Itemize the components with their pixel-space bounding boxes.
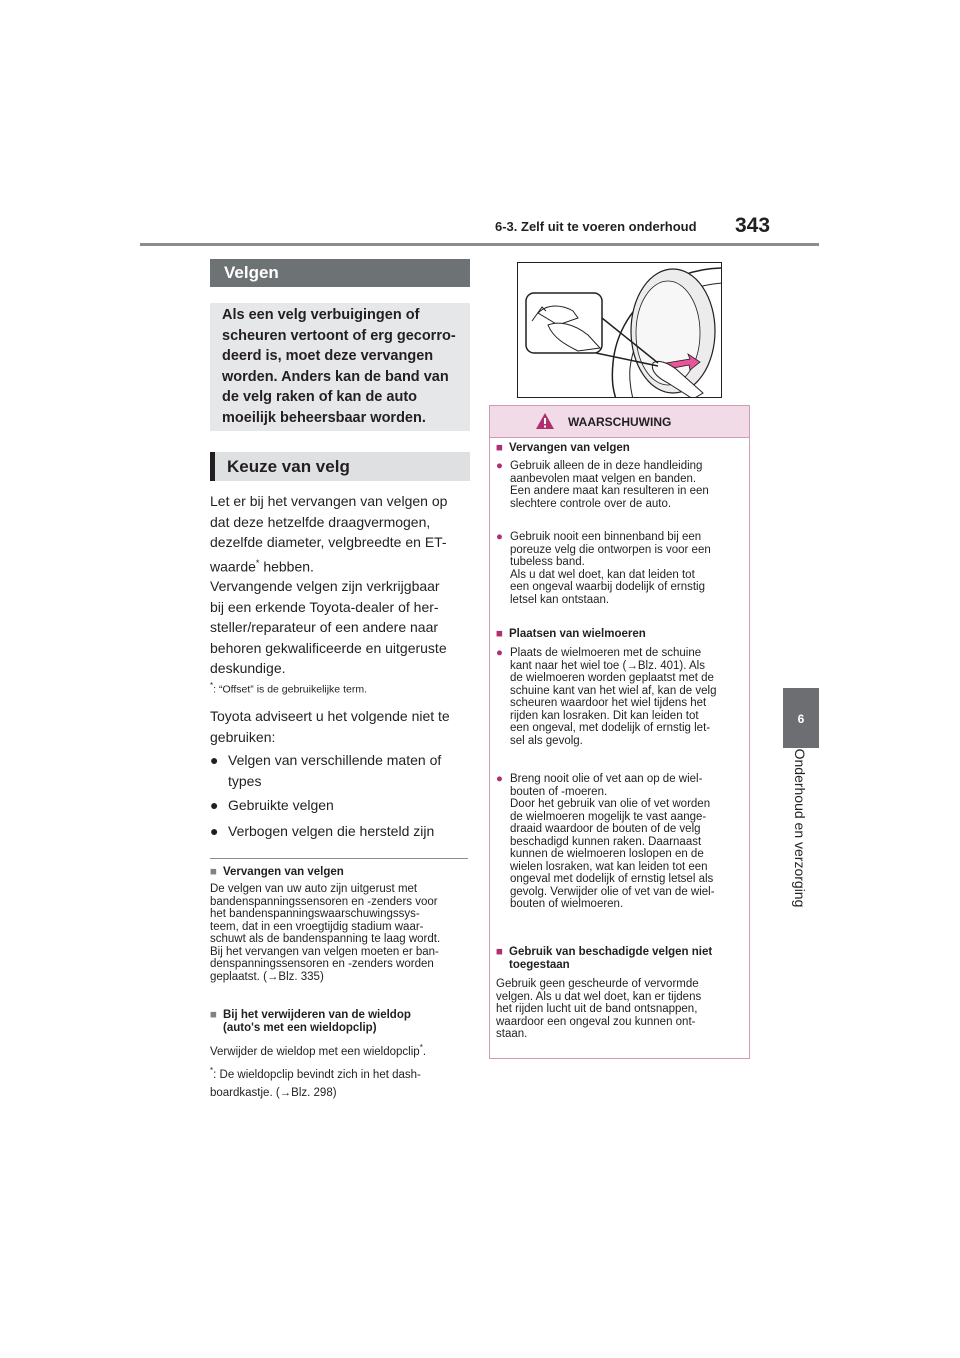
- square-icon: ■: [210, 866, 217, 878]
- intro-box: [210, 303, 470, 431]
- warning-heading-text: Plaatsen van wielmoeren: [509, 628, 646, 640]
- bullet-icon: ●: [210, 752, 219, 768]
- note-heading-vervangen: [210, 866, 470, 879]
- note-heading-wieldop: [210, 1009, 470, 1035]
- heading-keuze: Keuze van velg: [210, 452, 470, 481]
- para1-star: *: [255, 557, 260, 568]
- notes-divider: [210, 858, 468, 859]
- warning-item-text: Gebruik nooit een binnenband bij een poreuze velg die ontworpen is voor een tubeless band. Als u dat wel doet, kan dat leiden tot een ongeval waarbij dodelijk of ernstig letsel kan ontstaan.: [510, 531, 711, 606]
- warning-heading: [496, 628, 746, 641]
- chapter-label: Onderhoud en verzorging: [792, 748, 808, 908]
- footnote-text: : “Offset” is de gebruikelijke term.: [213, 683, 367, 696]
- warning-heading: [496, 442, 746, 455]
- bullet-icon: ●: [496, 460, 503, 472]
- header-divider: [140, 243, 819, 246]
- bullet-icon: ●: [496, 773, 503, 785]
- warning-item: [496, 773, 746, 911]
- note-text-sensors: De velgen van uw auto zijn uitgerust met bandenspanningssensoren en -zenders voor het bandenspanningswaarschuwingssys- teem, dat in een vroegtijdig stadium waar- schuwt als de bandenspanning te laag wordt. Bij het vervangen van velgen moeten er ban- denspanningssensoren en -zenders worden geplaatst. (→Blz. 335): [210, 883, 441, 983]
- warning-item-text: Breng nooit olie of vet aan op de wiel- bouten of -moeren. Door het gebruik van olie of vet worden de wielmoeren mogelijk te vast aange- draaid waardoor de bouten of de velg beschadigd kunnen raken. Daarnaast kunnen de wielmoeren loslopen en de wielen losraken, wat kan leiden tot een ongeval met dodelijk of ernstig letsel als gevolg. Verwijder olie of vet van de wiel- bouten of wielmoeren.: [510, 773, 715, 910]
- note2-text-a: Verwijder de wieldop met een wieldopclip: [210, 1045, 420, 1058]
- note-text-wieldop: [210, 1042, 472, 1058]
- bullet-icon: ●: [496, 531, 503, 543]
- note2-text-b: .: [422, 1045, 427, 1058]
- warning-heading-text: Gebruik van beschadigde velgen niet toegestaan: [509, 946, 713, 971]
- list-item: [210, 750, 480, 791]
- footnote-star: *: [210, 681, 214, 690]
- bullet-icon: ●: [210, 797, 219, 813]
- warning-item-text: Plaats de wielmoeren met de schuine kant naar het wiel toe (→Blz. 401). Als de wielmoeren worden geplaatst met de schuine kant van het wiel af, kan de velg scheuren waardoor het wiel tijdens het rijden kan losraken. Dit kan leiden tot een ongeval, met dodelijk of ernstig let- sel als gevolg.: [510, 647, 717, 747]
- para1-text-b: hebben.: [259, 558, 314, 575]
- intro-text: Als een velg verbuigingen of scheuren vertoont of erg gecorro- deerd is, moet deze vervangen worden. Anders kan de band van de velg raken of kan de auto moeilijk beheersbaar worden.: [222, 307, 456, 426]
- note2-star: *: [419, 1043, 423, 1052]
- paragraph-advice: Toyota adviseert u het volgende niet te gebruiken:: [210, 708, 450, 745]
- list-item-text: Verbogen velgen die hersteld zijn: [228, 823, 435, 839]
- warning-header: [490, 406, 749, 438]
- list-item-text: Velgen van verschillende maten of types: [228, 752, 442, 789]
- warning-item: [496, 531, 746, 606]
- list-item: [210, 795, 480, 816]
- warning-title: WAARSCHUWING: [568, 415, 672, 429]
- paragraph-wheel-requirements: [210, 491, 480, 577]
- list-item-text: Gebruikte velgen: [228, 797, 334, 813]
- warning-text: Gebruik geen gescheurde of vervormde velgen. Als u dat wel doet, kan er tijdens het rijden lucht uit de band ontsnappen, waardoor een ongeval zou kunnen ont- staan.: [496, 978, 702, 1040]
- wheel-illustration-svg: [518, 263, 722, 398]
- list-item: [210, 821, 480, 842]
- square-icon: ■: [496, 628, 503, 640]
- heading-velgen: Velgen: [210, 259, 470, 287]
- footnote-offset: [210, 681, 367, 696]
- warning-heading-text: Vervangen van velgen: [509, 442, 630, 454]
- bullet-icon: ●: [210, 823, 219, 839]
- note2-foot-text: : De wieldopclip bevindt zich in het dash- boardkastje. (→Blz. 298): [210, 1068, 421, 1099]
- para1-text-a: Let er bij het vervangen van velgen op dat deze hetzelfde draagvermogen, dezelfde diameter, velgbreedte en ET- waarde: [210, 493, 448, 575]
- note-heading-text: Bij het verwijderen van de wieldop (auto's met een wieldopclip): [223, 1009, 411, 1034]
- wheel-cap-illustration: [517, 262, 722, 398]
- note-heading-text: Vervangen van velgen: [223, 866, 344, 878]
- chapter-tab: 6: [783, 688, 819, 748]
- square-icon: ■: [210, 1009, 217, 1021]
- warning-item-text: Gebruik alleen de in deze handleiding aanbevolen maat velgen en banden. Een andere maat kan resulteren in een slechtere controle over de auto.: [510, 460, 709, 510]
- warning-box: [489, 405, 750, 1059]
- note2-foot-star: *: [210, 1066, 214, 1075]
- square-icon: ■: [496, 442, 503, 454]
- note-footnote-wieldop: [210, 1062, 472, 1102]
- bullet-icon: ●: [496, 647, 503, 659]
- warning-item: [496, 460, 746, 510]
- section-title: 6-3. Zelf uit te voeren onderhoud: [495, 219, 697, 234]
- page-number: 343: [735, 214, 771, 237]
- paragraph-availability: Vervangende velgen zijn verkrijgbaar bij een erkende Toyota-dealer of her- steller/reparateur of een andere naar behoren gekwalificeerde en uitgeruste deskundige.: [210, 578, 447, 676]
- warning-item: [496, 647, 746, 747]
- warning-heading: [496, 946, 746, 971]
- warning-triangle-icon: [535, 412, 555, 430]
- square-icon: ■: [496, 946, 503, 958]
